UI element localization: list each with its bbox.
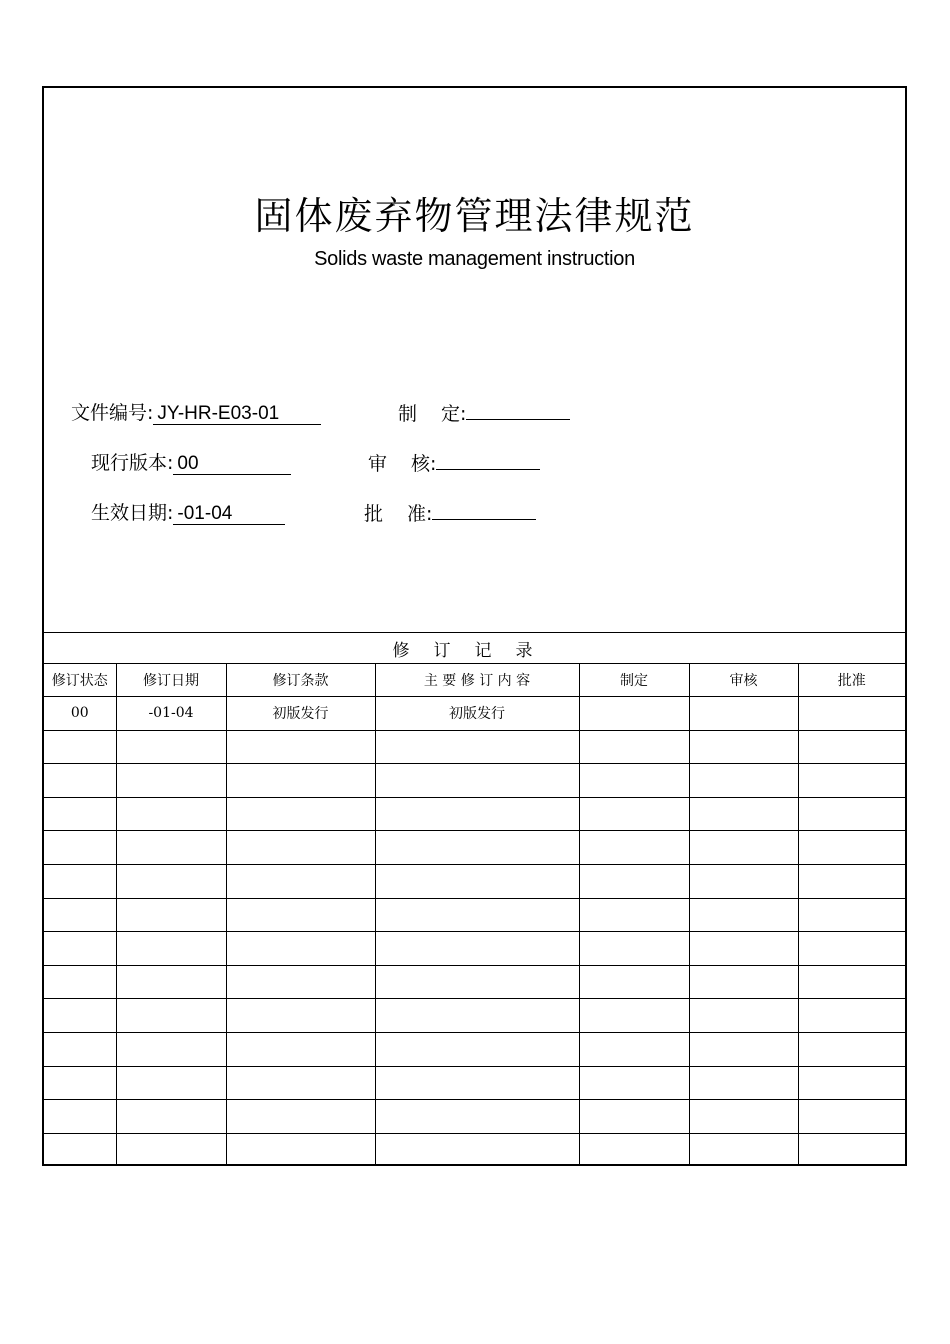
table-cell <box>798 797 905 831</box>
table-cell <box>375 1066 579 1100</box>
col-header-reviewed: 审核 <box>689 664 798 697</box>
revision-heading: 修订记录 <box>44 633 905 664</box>
approved-by-label-a: 批 <box>364 503 384 525</box>
table-cell <box>798 999 905 1033</box>
table-cell <box>226 1032 375 1066</box>
table-cell <box>798 898 905 932</box>
effective-date-field <box>91 498 285 525</box>
table-cell <box>689 965 798 999</box>
table-cell <box>116 1066 226 1100</box>
table-cell <box>375 1133 579 1166</box>
prepared-by-field <box>398 398 570 426</box>
table-cell <box>44 1133 116 1166</box>
col-header-date: 修订日期 <box>116 664 226 697</box>
reviewed-by-field <box>368 448 540 476</box>
table-cell <box>116 1133 226 1166</box>
table-row <box>44 864 905 898</box>
table-cell <box>116 1032 226 1066</box>
table-cell <box>44 864 116 898</box>
table-cell <box>226 1133 375 1166</box>
version-value: 00 <box>173 453 291 475</box>
table-cell <box>689 1100 798 1134</box>
doc-number-field <box>71 398 321 425</box>
reviewed-by-label-a: 审 <box>368 453 388 475</box>
table-cell <box>798 864 905 898</box>
table-row <box>44 965 905 999</box>
table-cell <box>798 1100 905 1134</box>
table-cell <box>116 797 226 831</box>
reviewed-by-label-b: 核: <box>411 453 437 475</box>
version-label: 现行版本: <box>91 452 174 474</box>
table-cell <box>226 764 375 798</box>
table-cell <box>226 932 375 966</box>
table-row <box>44 999 905 1033</box>
table-cell <box>116 831 226 865</box>
table-cell <box>579 898 689 932</box>
table-cell <box>579 999 689 1033</box>
table-cell <box>44 898 116 932</box>
table-cell <box>689 932 798 966</box>
table-cell <box>689 1066 798 1100</box>
document-subtitle: Solids waste management instruction <box>314 248 635 270</box>
table-cell <box>798 1066 905 1100</box>
table-cell <box>689 797 798 831</box>
table-cell <box>689 1133 798 1166</box>
effective-date-label: 生效日期: <box>91 502 174 524</box>
table-cell <box>579 797 689 831</box>
table-row <box>44 1032 905 1066</box>
revision-table <box>44 632 905 1166</box>
table-cell <box>689 898 798 932</box>
table-cell <box>116 764 226 798</box>
table-cell: 00 <box>44 697 116 731</box>
table-cell <box>579 864 689 898</box>
table-cell <box>798 764 905 798</box>
table-cell <box>44 1032 116 1066</box>
table-cell <box>44 1066 116 1100</box>
table-cell <box>44 965 116 999</box>
effective-date-value: -01-04 <box>173 503 285 525</box>
table-cell <box>689 697 798 731</box>
table-row <box>44 1133 905 1166</box>
document-title: 固体废弃物管理法律规范 <box>254 194 695 238</box>
revision-column-headers <box>44 664 905 697</box>
table-cell <box>116 730 226 764</box>
table-cell <box>226 1100 375 1134</box>
table-cell <box>375 831 579 865</box>
table-cell <box>798 1133 905 1166</box>
col-header-clause: 修订条款 <box>226 664 375 697</box>
table-cell <box>689 864 798 898</box>
col-header-prepared: 制定 <box>579 664 689 697</box>
table-cell <box>689 730 798 764</box>
table-cell <box>44 730 116 764</box>
table-row <box>44 1066 905 1100</box>
table-row <box>44 831 905 865</box>
table-cell <box>116 965 226 999</box>
table-cell <box>375 999 579 1033</box>
table-cell <box>689 1032 798 1066</box>
table-cell: -01-04 <box>116 697 226 731</box>
table-cell <box>116 864 226 898</box>
approved-by-field <box>364 498 536 526</box>
table-cell <box>798 932 905 966</box>
table-cell <box>226 999 375 1033</box>
table-cell <box>116 932 226 966</box>
table-cell <box>44 831 116 865</box>
reviewed-by-value <box>436 448 540 470</box>
table-cell <box>226 730 375 764</box>
table-cell <box>44 797 116 831</box>
table-cell <box>689 764 798 798</box>
table-cell <box>44 764 116 798</box>
table-cell <box>579 831 689 865</box>
table-cell <box>579 932 689 966</box>
approved-by-value <box>432 498 536 520</box>
table-cell <box>579 730 689 764</box>
table-row <box>44 797 905 831</box>
table-cell <box>579 764 689 798</box>
table-row <box>44 730 905 764</box>
table-cell <box>798 831 905 865</box>
table-cell <box>375 864 579 898</box>
prepared-by-label-a: 制 <box>398 403 418 425</box>
table-cell <box>798 965 905 999</box>
doc-number-label: 文件编号: <box>71 402 154 424</box>
table-cell <box>116 999 226 1033</box>
col-header-content: 主 要 修 订 内 容 <box>375 664 579 697</box>
table-cell <box>226 965 375 999</box>
table-row <box>44 898 905 932</box>
table-row <box>44 697 905 731</box>
table-cell <box>579 1032 689 1066</box>
table-cell <box>44 932 116 966</box>
table-cell <box>116 1100 226 1134</box>
table-cell <box>375 797 579 831</box>
version-field <box>91 448 291 475</box>
table-cell <box>226 1066 375 1100</box>
table-cell <box>226 831 375 865</box>
table-cell <box>116 898 226 932</box>
table-cell <box>798 1032 905 1066</box>
table-cell <box>375 1100 579 1134</box>
table-cell <box>375 932 579 966</box>
table-cell <box>798 730 905 764</box>
table-cell <box>44 999 116 1033</box>
table-cell <box>226 898 375 932</box>
table-cell <box>226 864 375 898</box>
table-row <box>44 932 905 966</box>
col-header-approved: 批准 <box>798 664 905 697</box>
doc-number-value: JY-HR-E03-01 <box>153 403 321 425</box>
table-cell: 初版发行 <box>375 697 579 731</box>
table-cell <box>375 764 579 798</box>
table-cell <box>375 965 579 999</box>
prepared-by-label-b: 定: <box>441 403 467 425</box>
table-cell <box>579 697 689 731</box>
table-cell <box>579 965 689 999</box>
table-cell <box>579 1100 689 1134</box>
table-cell <box>689 999 798 1033</box>
prepared-by-value <box>466 398 570 420</box>
table-cell <box>579 1066 689 1100</box>
table-cell <box>798 697 905 731</box>
table-cell <box>375 898 579 932</box>
table-cell: 初版发行 <box>226 697 375 731</box>
table-row <box>44 764 905 798</box>
document-frame <box>42 86 907 1166</box>
col-header-status: 修订状态 <box>44 664 116 697</box>
table-cell <box>689 831 798 865</box>
table-cell <box>579 1133 689 1166</box>
table-cell <box>226 797 375 831</box>
approved-by-label-b: 准: <box>407 503 433 525</box>
table-cell <box>44 1100 116 1134</box>
table-row <box>44 1100 905 1134</box>
table-cell <box>375 1032 579 1066</box>
table-cell <box>375 730 579 764</box>
